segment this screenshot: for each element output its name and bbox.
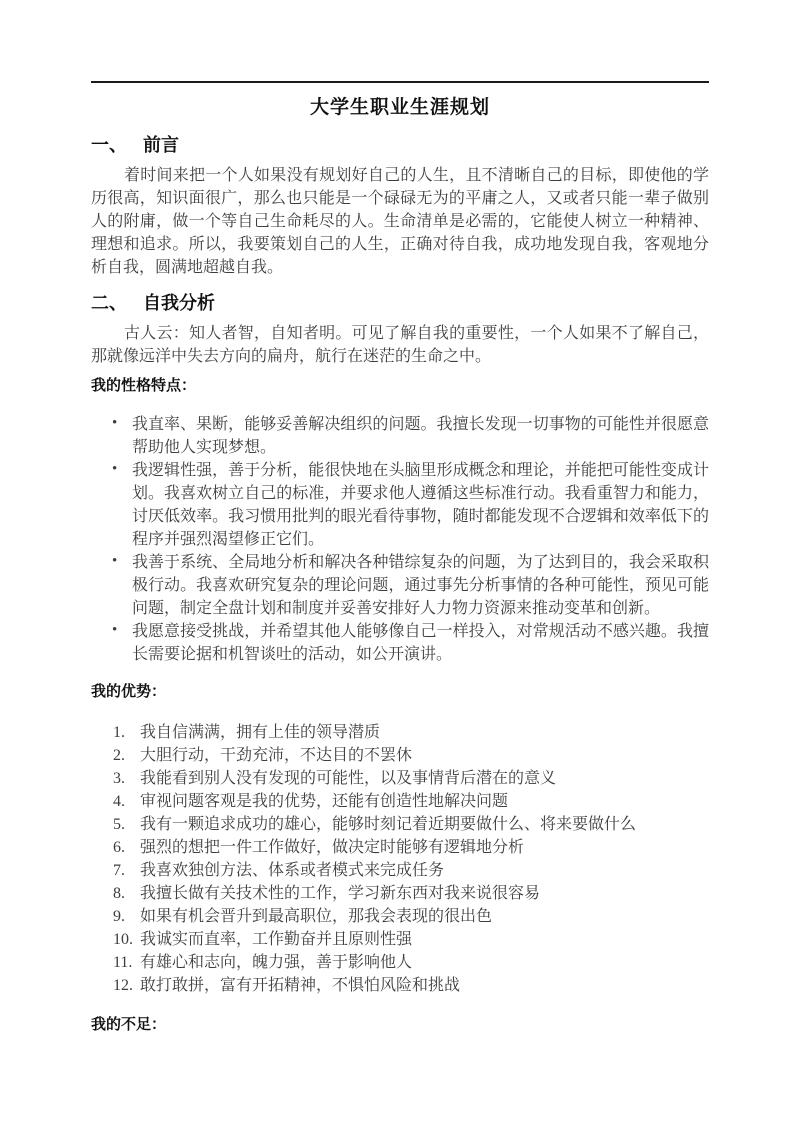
numbered-item-text: 强烈的想把一件工作做好，做决定时能够有逻辑地分析 (140, 839, 525, 856)
numbered-item (91, 905, 709, 928)
bullet-item (91, 551, 709, 620)
numbered-item-text: 审视问题客观是我的优势，还能有创造性地解决问题 (140, 793, 509, 810)
item-number: 6. (113, 839, 125, 856)
bullet-item-text: 我直率、果断，能够妥善解决组织的问题。我擅长发现一切事物的可能性并很愿意帮助他人实现梦想。 (132, 416, 709, 456)
subheading-advantages: 我的优势： (91, 683, 167, 700)
numbered-item-text: 有雄心和志向，魄力强，善于影响他人 (140, 954, 413, 971)
foreword-paragraph: 着时间来把一个人如果没有规划好自己的人生，且不清晰自己的目标，即使他的学历很高，知识面很广，那么也只能是一个碌碌无为的平庸之人，又或者只能一辈子做别人的附庸，做一个等自己生命耗尽的人。生命清单是必需的，它能使人树立一种精神、理想和追求。所以，我要策划自己的人生，正确对待自我，成功地发现自我，客观地分析自我，圆满地超越自我。 (91, 167, 709, 276)
item-number: 8. (113, 885, 125, 902)
numbered-item-text: 我自信满满，拥有上佳的领导潜质 (140, 724, 381, 741)
numbered-item-text: 我诚实而直率，工作勤奋并且原则性强 (140, 931, 413, 948)
numbered-item (91, 744, 709, 767)
section-number: 二、 (91, 293, 127, 313)
numbered-item-text: 如果有机会晋升到最高职位，那我会表现的很出色 (140, 908, 493, 925)
item-number: 3. (113, 770, 125, 787)
bullet-icon: • (112, 553, 118, 569)
item-number: 9. (113, 908, 125, 925)
numbered-item (91, 928, 709, 951)
item-number: 12. (113, 977, 133, 994)
header-rule (91, 81, 709, 83)
numbered-item-text: 我擅长做有关技术性的工作，学习新东西对我来说很容易 (140, 885, 541, 902)
item-number: 11. (113, 954, 133, 971)
numbered-item (91, 836, 709, 859)
numbered-item-text: 敢打敢拼，富有开拓精神，不惧怕风险和挑战 (140, 977, 461, 994)
numbered-item (91, 974, 709, 997)
item-number: 10. (113, 931, 133, 948)
advantages-numbered-list (91, 721, 709, 997)
numbered-item (91, 767, 709, 790)
numbered-item (91, 790, 709, 813)
item-number: 1. (113, 724, 125, 741)
section-label: 自我分析 (143, 293, 215, 313)
bullet-item (91, 620, 709, 666)
document-title: 大学生职业生涯规划 (309, 97, 490, 118)
bullet-item-text: 我逻辑性强，善于分析，能很快地在头脑里形成概念和理论，并能把可能性变成计划。我喜欢树立自己的标准，并要求他人遵循这些标准行动。我看重智力和能力，讨厌低效率。我习惯用批判的眼光看待事物，随时都能发现不合逻辑和效率低下的程序并强烈渴望修正它们。 (132, 462, 709, 548)
bullet-item-text: 我善于系统、全局地分析和解决各种错综复杂的问题，为了达到目的，我会采取积极行动。我喜欢研究复杂的理论问题，通过事先分析事情的各种可能性，预见可能问题，制定全盘计划和制度并妥善安排好人力物力资源来推动变革和创新。 (132, 554, 709, 617)
numbered-item (91, 859, 709, 882)
bullet-item-text: 我愿意接受挑战，并希望其他人能够像自己一样投入，对常规活动不感兴趣。我擅长需要论据和机智谈吐的活动，如公开演讲。 (132, 623, 709, 663)
numbered-item (91, 951, 709, 974)
personality-bullet-list (91, 413, 709, 666)
numbered-item-text: 我有一颗追求成功的雄心，能够时刻记着近期要做什么、将来要做什么 (140, 816, 637, 833)
numbered-item-text: 我喜欢独创方法、体系或者模式来完成任务 (140, 862, 445, 879)
numbered-item (91, 721, 709, 744)
item-number: 4. (113, 793, 125, 810)
numbered-item (91, 813, 709, 836)
numbered-item (91, 882, 709, 905)
self-analysis-paragraph: 古人云：知人者智，自知者明。可见了解自我的重要性，一个人如果不了解自己，那就像远洋中失去方向的扁舟，航行在迷茫的生命之中。 (91, 325, 709, 365)
numbered-item-text: 大胆行动，干劲充沛，不达目的不罢休 (140, 747, 413, 764)
section-label: 前言 (143, 135, 179, 155)
section-number: 一、 (91, 135, 127, 155)
item-number: 5. (113, 816, 125, 833)
section-heading-self-analysis (91, 291, 709, 316)
numbered-item-text: 我能看到别人没有发现的可能性，以及事情背后潜在的意义 (140, 770, 557, 787)
subheading-personality: 我的性格特点： (91, 377, 197, 394)
bullet-item (91, 459, 709, 551)
bullet-icon: • (112, 622, 118, 638)
item-number: 7. (113, 862, 125, 879)
bullet-item (91, 413, 709, 459)
bullet-icon: • (112, 415, 118, 431)
subheading-weaknesses: 我的不足： (91, 1016, 167, 1033)
item-number: 2. (113, 747, 125, 764)
bullet-icon: • (112, 461, 118, 477)
section-heading-foreword (91, 133, 709, 158)
